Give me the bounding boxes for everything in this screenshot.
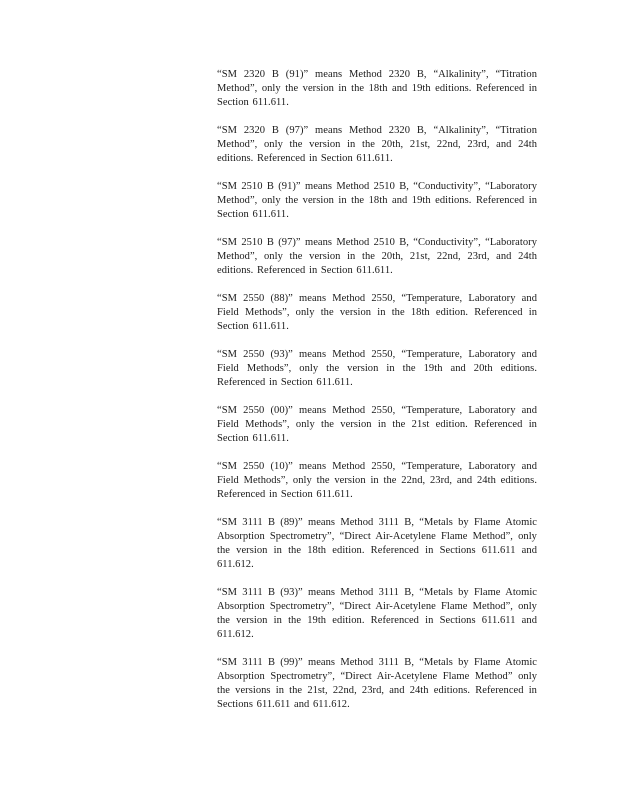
definition-paragraph: “SM 2550 (93)” means Method 2550, “Temperature, Laboratory and Field Methods”, only the version in the 19th and 20th editions. Referenced in Section 611.611. bbox=[217, 349, 537, 388]
definition-paragraph: “SM 2510 B (91)” means Method 2510 B, “Conductivity”, “Laboratory Method”, only the version in the 18th and 19th editions. Referenced in Section 611.611. bbox=[217, 181, 537, 220]
definition-paragraph: “SM 2510 B (97)” means Method 2510 B, “Conductivity”, “Laboratory Method”, only the version in the 20th, 21st, 22nd, 23rd, and 24th editions. Referenced in Section 611.611. bbox=[217, 237, 537, 276]
definition-paragraph: “SM 2550 (10)” means Method 2550, “Temperature, Laboratory and Field Methods”, only the version in the 22nd, 23rd, and 24th editions. Referenced in Section 611.611. bbox=[217, 461, 537, 500]
definition-paragraph: “SM 3111 B (99)” means Method 3111 B, “Metals by Flame Atomic Absorption Spectrometry”, “Direct Air-Acetylene Flame Method” only the versions in the 21st, 22nd, 23rd, and 24th editions. Referenced in Sections 611.611 and 611.612. bbox=[217, 657, 537, 710]
definition-paragraph: “SM 2320 B (97)” means Method 2320 B, “Alkalinity”, “Titration Method”, only the version in the 20th, 21st, 22nd, 23rd, and 24th editions. Referenced in Section 611.611. bbox=[217, 125, 537, 164]
definition-paragraph: “SM 3111 B (93)” means Method 3111 B, “Metals by Flame Atomic Absorption Spectrometry”, “Direct Air-Acetylene Flame Method”, only the version in the 19th edition. Referenced in Sections 611.611 and 611.612. bbox=[217, 587, 537, 640]
definition-paragraph: “SM 2550 (88)” means Method 2550, “Temperature, Laboratory and Field Methods”, only the version in the 18th edition. Referenced in Section 611.611. bbox=[217, 293, 537, 332]
definition-paragraph: “SM 3111 B (89)” means Method 3111 B, “Metals by Flame Atomic Absorption Spectrometry”, “Direct Air-Acetylene Flame Method”, only the version in the 18th edition. Referenced in Sections 611.611 and 611.612. bbox=[217, 517, 537, 570]
definitions-list bbox=[217, 68, 537, 726]
definition-paragraph: “SM 2320 B (91)” means Method 2320 B, “Alkalinity”, “Titration Method”, only the version in the 18th and 19th editions. Referenced in Section 611.611. bbox=[217, 69, 537, 108]
definition-paragraph: “SM 2550 (00)” means Method 2550, “Temperature, Laboratory and Field Methods”, only the version in the 21st edition. Referenced in Section 611.611. bbox=[217, 405, 537, 444]
